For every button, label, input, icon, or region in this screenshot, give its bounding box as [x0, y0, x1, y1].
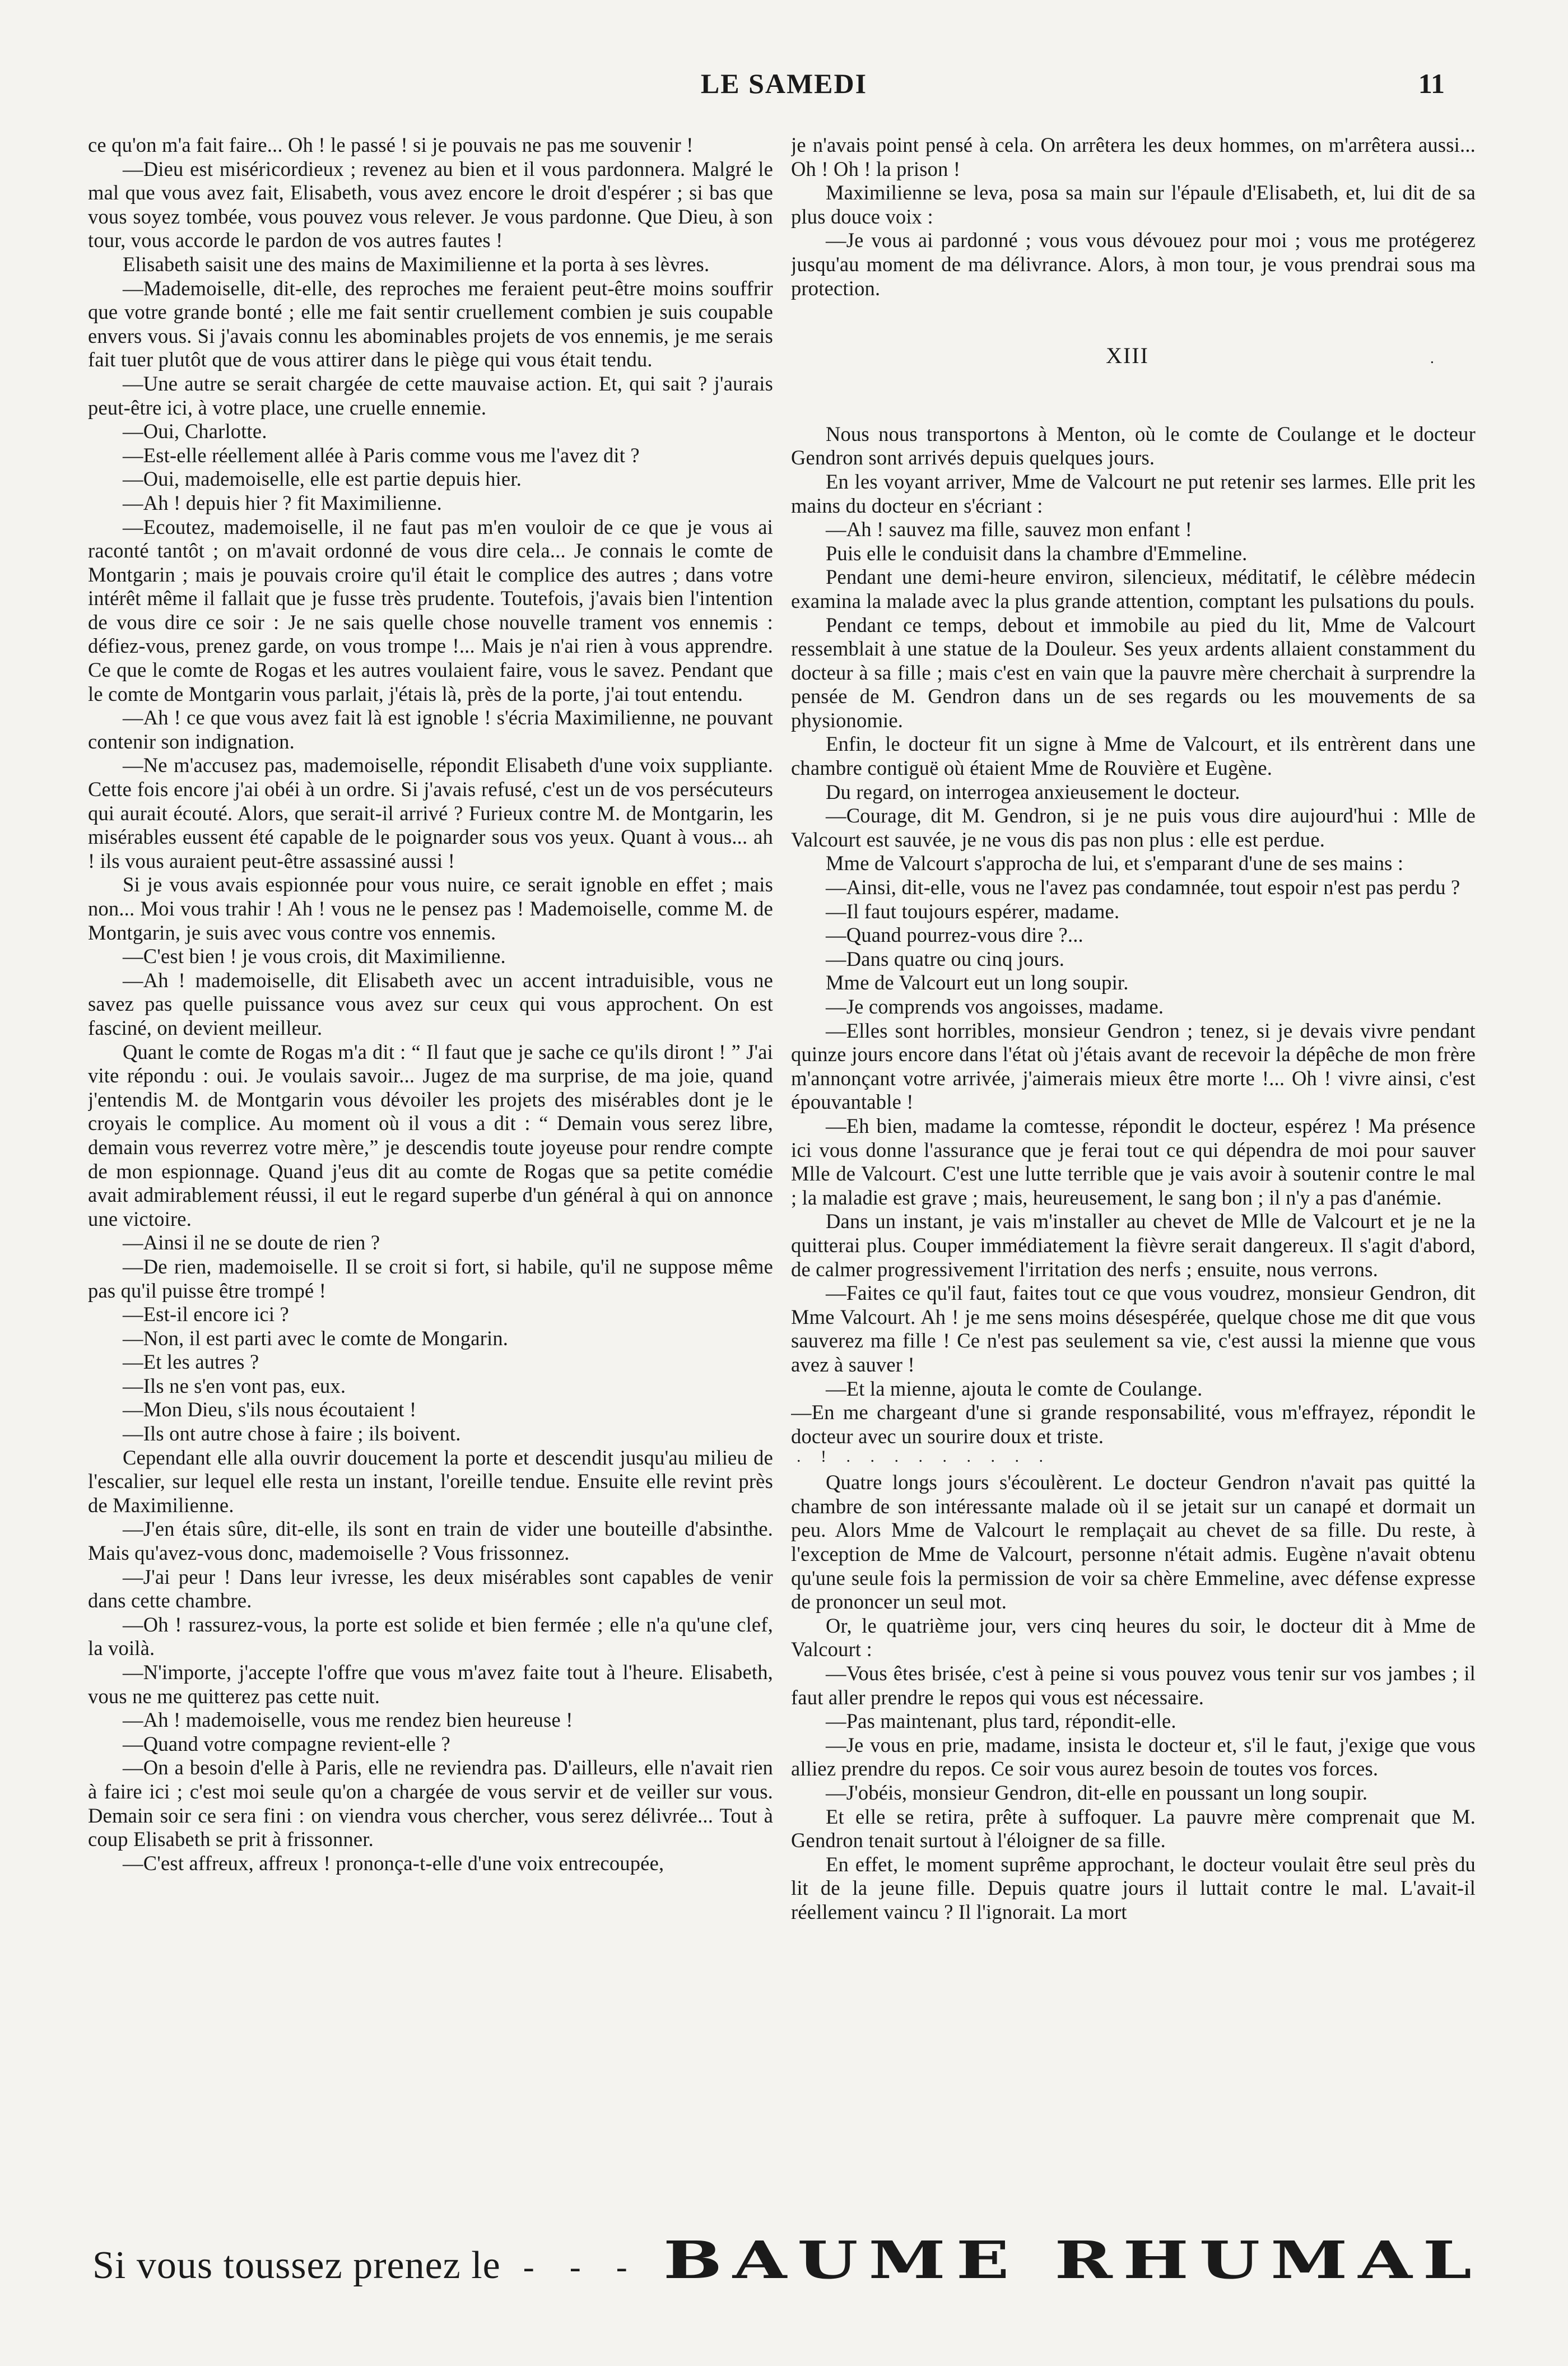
- paragraph: —Je vous ai pardonné ; vous vous dévouez pour moi ; vous me protégerez jusqu'au moment de ma délivrance. Alors, à mon tour, je vous prendrai sous ma protection.: [791, 229, 1476, 300]
- ad-brand-name: BAUME RHUMAL: [663, 2230, 1482, 2290]
- paragraph: —Est-il encore ici ?: [123, 1303, 289, 1326]
- scene-break: . ! . . . . . . . . .: [797, 1447, 1051, 1466]
- paragraph: —Eh bien, madame la comtesse, répondit le docteur, espérez ! Ma présence ici vous donne l'assurance que je ferai tout ce qui dépendra de moi pour sauver Mlle de Valcourt. C'est une lutte terrible que je vais avoir à soutenir contre le mal ; la maladie est grave ; mais, heureusement, le sang bon ; il n'y a pas d'anémie.: [791, 1114, 1476, 1209]
- paragraph: —J'obéis, monsieur Gendron, dit-elle en poussant un long soupir.: [826, 1781, 1368, 1804]
- right-column: [791, 133, 1476, 2218]
- paragraph: Quatre longs jours s'écoulèrent. Le docteur Gendron n'avait pas quitté la chambre de son intéressante malade où il se jetait sur un canapé et dormait un peu. Alors Mme de Valcourt le remplaçait au chevet de sa fille. Du reste, à l'exception de Mme de Valcourt, personne n'était admis. Eugène n'avait obtenu qu'une seule fois la permission de voir sa chère Emmeline, avec défense expresse de prononcer un seul mot.: [791, 1471, 1476, 1614]
- paragraph: —Oui, Charlotte.: [123, 420, 267, 443]
- paragraph: Si je vous avais espionnée pour vous nuire, ce serait ignoble en effet ; mais non... Moi vous trahir ! Ah ! vous ne le pensez pas ! Mademoiselle, comme M. de Montgarin, je suis avec vous contre vos ennemis.: [88, 873, 773, 944]
- paragraph: —Vous êtes brisée, c'est à peine si vous pouvez vous tenir sur vos jambes ; il faut aller prendre le repos qui vous est nécessaire.: [791, 1662, 1476, 1709]
- paragraph: —De rien, mademoiselle. Il se croit si fort, si habile, qu'il ne suppose même pas qu'il puisse être trompé !: [88, 1254, 773, 1302]
- paragraph: —On a besoin d'elle à Paris, elle ne reviendra pas. D'ailleurs, elle n'avait rien à faire ici ; c'est moi seule qu'on a chargée de vous servir et de veiller sur vous. Demain soir ce sera fini : on viendra vous chercher, vous serez délivrée... Tout à coup Elisabeth se prit à frissonner.: [88, 1756, 773, 1851]
- paragraph: —Dieu est miséricordieux ; revenez au bien et il vous pardonnera. Malgré le mal que vous avez fait, Elisabeth, vous avez encore le droit d'espérer ; si bas que vous soyez tombée, vous pouvez vous relever. Je vous pardonne. Que Dieu, à son tour, vous accorde le pardon de vos autres fautes !: [88, 157, 773, 252]
- paragraph: —Mon Dieu, s'ils nous écoutaient !: [123, 1398, 417, 1421]
- chapter-heading: [791, 344, 1476, 371]
- paragraph: Elisabeth saisit une des mains de Maximilienne et la porta à ses lèvres.: [123, 252, 710, 276]
- ad-dots: - - -: [523, 2248, 641, 2285]
- paragraph: —Ainsi il ne se doute de rien ?: [123, 1231, 380, 1254]
- paragraph: Puis elle le conduisit dans la chambre d'Emmeline.: [826, 541, 1248, 565]
- paragraph: Cependant elle alla ouvrir doucement la porte et descendit jusqu'au milieu de l'escalier, sur lequel elle resta un instant, l'oreille tendue. Ensuite elle revint près de Maximilienne.: [88, 1445, 773, 1517]
- paragraph: —Pas maintenant, plus tard, répondit-elle.: [826, 1709, 1176, 1733]
- paragraph: —Ah ! sauvez ma fille, sauvez mon enfant !: [826, 518, 1193, 541]
- paragraph: —Ah ! mademoiselle, vous me rendez bien heureuse !: [123, 1708, 573, 1732]
- paragraph: Mme de Valcourt eut un long soupir.: [826, 971, 1129, 994]
- paragraph: —Quand votre compagne revient-elle ?: [123, 1732, 450, 1755]
- paragraph: ce qu'on m'a fait faire... Oh ! le passé ! si je pouvais ne pas me souvenir !: [88, 133, 694, 156]
- paragraph: —Ah ! ce que vous avez fait là est ignoble ! s'écria Maximilienne, ne pouvant contenir son indignation.: [88, 706, 773, 753]
- paragraph: —Ainsi, dit-elle, vous ne l'avez pas condamnée, tout espoir n'est pas perdu ?: [826, 876, 1460, 899]
- paragraph: —Ils ne s'en vont pas, eux.: [123, 1374, 346, 1397]
- page-number: 11: [1418, 68, 1445, 99]
- paragraph: —Il faut toujours espérer, madame.: [826, 899, 1120, 923]
- paragraph: —N'importe, j'accepte l'offre que vous m'avez faite tout à l'heure. Elisabeth, vous ne me quitterez pas cette nuit.: [88, 1661, 773, 1708]
- paragraph: —Et les autres ?: [123, 1350, 259, 1374]
- paragraph: —Courage, dit M. Gendron, si je ne puis vous dire aujourd'hui : Mlle de Valcourt est sauvée, je ne vous dis pas non plus : elle est perdue.: [791, 804, 1476, 851]
- paragraph: —Oui, mademoiselle, elle est partie depuis hier.: [123, 467, 522, 491]
- paragraph: Dans un instant, je vais m'installer au chevet de Mlle de Valcourt et je ne la quitterai plus. Couper immédiatement la fièvre serait dangereux. Il s'agit d'abord, de calmer progressivement l'irritation des nerfs ; ensuite, nous verrons.: [791, 1210, 1476, 1281]
- paragraph: —En me chargeant d'une si grande responsabilité, vous m'effrayez, répondit le docteur avec un sourire doux et triste.: [791, 1401, 1476, 1448]
- paragraph: Mme de Valcourt s'approcha de lui, et s'emparant d'une de ses mains :: [826, 852, 1404, 875]
- paragraph: Pendant une demi-heure environ, silencieux, méditatif, le célèbre médecin examina la malade avec la plus grande attention, comptant les pulsations du pouls.: [791, 565, 1476, 612]
- paragraph: Enfin, le docteur fit un signe à Mme de Valcourt, et ils entrèrent dans une chambre contiguë où étaient Mme de Rouvière et Eugène.: [791, 732, 1476, 780]
- paragraph: —Je vous en prie, madame, insista le docteur et, s'il le faut, j'exige que vous alliez prendre du repos. Ce soir vous aurez besoin de toutes vos forces.: [791, 1733, 1476, 1781]
- left-column: [88, 133, 773, 2218]
- paragraph: —Elles sont horribles, monsieur Gendron ; tenez, si je devais vivre pendant quinze jours encore dans l'état où j'étais avant de recevoir la dépêche de mon frère m'annonçant votre arrivée, j'aimerais mieux être morte !... Oh ! vivre ainsi, c'est épouvantable !: [791, 1019, 1476, 1114]
- paragraph: —Non, il est parti avec le comte de Mongarin.: [123, 1326, 509, 1350]
- paragraph: —J'ai peur ! Dans leur ivresse, les deux misérables sont capables de venir dans cette chambre.: [88, 1565, 773, 1612]
- paragraph: —Faites ce qu'il faut, faites tout ce que vous voudrez, monsieur Gendron, dit Mme Valcourt. Ah ! je me sens moins désespérée, quelque chose me dit que vous sauverez ma fille ! Ce n'est pas seulement sa vie, c'est aussi la mienne que vous avez à sauver !: [791, 1281, 1476, 1376]
- advertisement-banner: [92, 2230, 1482, 2291]
- ad-lead-text: Si vous toussez prenez le: [92, 2244, 501, 2287]
- paragraph: Du regard, on interrogea anxieusement le docteur.: [826, 780, 1240, 803]
- page-header-title: LE SAMEDI: [700, 68, 868, 99]
- paragraph: —Ne m'accusez pas, mademoiselle, répondit Elisabeth d'une voix suppliante. Cette fois encore j'ai obéi à un ordre. Si j'avais refusé, c'est un de vos persécuteurs qui aurait écouté. Alors, que serait-il arrivé ? Furieux contre M. de Montgarin, les misérables eussent été capable de le poignarder sous vos yeux. Quant à vous... ah ! ils vous auraient peut-être assassiné aussi !: [88, 754, 773, 872]
- paragraph: En effet, le moment suprême approchant, le docteur voulait être seul près du lit de la jeune fille. Depuis quatre jours il luttait contre le mal. L'avait-il réellement vaincu ? Il l'ignorait. La mort: [791, 1852, 1476, 1923]
- paragraph: Or, le quatrième jour, vers cinq heures du soir, le docteur dit à Mme de Valcourt :: [791, 1614, 1476, 1661]
- paragraph: —Ah ! mademoiselle, dit Elisabeth avec un accent intraduisible, vous ne savez pas quelle puissance vous avez sur ceux qui vous approchent. On est fasciné, on devient meilleur.: [88, 968, 773, 1039]
- paragraph: —Oh ! rassurez-vous, la porte est solide et bien fermée ; elle n'a qu'une clef, la voilà.: [88, 1612, 773, 1660]
- paragraph: —Dans quatre ou cinq jours.: [826, 947, 1065, 970]
- paragraph: —Ils ont autre chose à faire ; ils boivent.: [123, 1422, 461, 1445]
- paragraph: —Mademoiselle, dit-elle, des reproches me feraient peut-être moins souffrir que votre grande bonté ; elle me fait sentir cruellement combien je suis coupable envers vous. Si j'avais connu les abominables projets de vos ennemis, je me serais fait tuer plutôt que de vous attirer dans le piège qui vous était tendu.: [88, 276, 773, 371]
- paragraph: —Quand pourrez-vous dire ?...: [826, 923, 1083, 947]
- paragraph: Nous nous transportons à Menton, où le comte de Coulange et le docteur Gendron sont arrivés depuis quelques jours.: [791, 422, 1476, 470]
- paragraph: —J'en étais sûre, dit-elle, ils sont en train de vider une bouteille d'absinthe. Mais qu'avez-vous donc, mademoiselle ? Vous frissonnez.: [88, 1517, 773, 1565]
- paragraph: je n'avais point pensé à cela. On arrêtera les deux hommes, on m'arrêtera aussi... Oh ! Oh ! la prison !: [791, 133, 1476, 180]
- paragraph: —C'est affreux, affreux ! prononça-t-elle d'une voix entrecoupée,: [123, 1851, 664, 1875]
- paragraph: Maximilienne se leva, posa sa main sur l'épaule d'Elisabeth, et, lui dit de sa plus douce voix :: [791, 181, 1476, 228]
- chapter-mark: .: [1430, 350, 1435, 368]
- paragraph: Pendant ce temps, debout et immobile au pied du lit, Mme de Valcourt ressemblait à une statue de la Douleur. Ses yeux ardents allaient constamment du docteur à sa fille ; mais c'est en vain que la pauvre mère cherchait à surprendre la pensée de M. Gendron dans un de ses regards ou les mouvements de sa physionomie.: [791, 613, 1476, 732]
- paragraph: En les voyant arriver, Mme de Valcourt ne put retenir ses larmes. Elle prit les mains du docteur en s'écriant :: [791, 470, 1476, 517]
- chapter-number: XIII: [1106, 343, 1149, 369]
- paragraph: —C'est bien ! je vous crois, dit Maximilienne.: [123, 945, 506, 968]
- paragraph: —Est-elle réellement allée à Paris comme vous me l'avez dit ?: [123, 443, 640, 467]
- right-column-main-text: [791, 422, 1476, 1925]
- paragraph: —Et la mienne, ajouta le comte de Coulange.: [826, 1377, 1203, 1400]
- paragraph: —Ah ! depuis hier ? fit Maximilienne.: [123, 491, 442, 514]
- paragraph: —Une autre se serait chargée de cette mauvaise action. Et, qui sait ? j'aurais peut-être ici, à votre place, une cruelle ennemie.: [88, 371, 773, 419]
- paragraph: Et elle se retira, prête à suffoquer. La pauvre mère comprenait que M. Gendron tenait surtout à l'éloigner de sa fille.: [791, 1805, 1476, 1852]
- paragraph: —Je comprends vos angoisses, madame.: [826, 995, 1164, 1018]
- right-column-top-text: [791, 133, 1476, 300]
- paragraph: —Ecoutez, mademoiselle, il ne faut pas m'en vouloir de ce que je vous ai raconté tantôt ; on m'avait ordonné de vous dire cela... Je connais le comte de Montgarin ; mais je pouvais croire qu'il était le complice des autres ; dans votre intérêt même il fallait que je fusse très prudente. Toutefois, j'avais bien l'intention de vous dire ce soir : Je ne sais quelle chose nouvelle trament vos ennemis : défiez-vous, prenez garde, on vous trompe !... Mais je n'ai rien à vous apprendre. Ce que le comte de Rogas et les autres voulaient faire, vous le savez. Pendant que le comte de Montgarin vous parlait, j'étais là, près de la porte, j'ai tout entendu.: [88, 515, 773, 705]
- paragraph: Quant le comte de Rogas m'a dit : “ Il faut que je sache ce qu'ils diront ! ” J'ai vite répondu : oui. Je voulais savoir... Jugez de ma surprise, de ma joie, quand j'entendis M. de Montgarin vous dévoiler les projets des misérables dont je le croyais le complice. Au moment où il vous a dit : “ Demain vous serez libre, demain vous reverrez votre mère,” je descendis toute joyeuse pour rendre compte de mon espionnage. Quand j'eus dit au comte de Rogas que sa petite comédie avait admirablement réussi, il eut le regard superbe d'un général à qui on annonce une victoire.: [88, 1040, 773, 1230]
